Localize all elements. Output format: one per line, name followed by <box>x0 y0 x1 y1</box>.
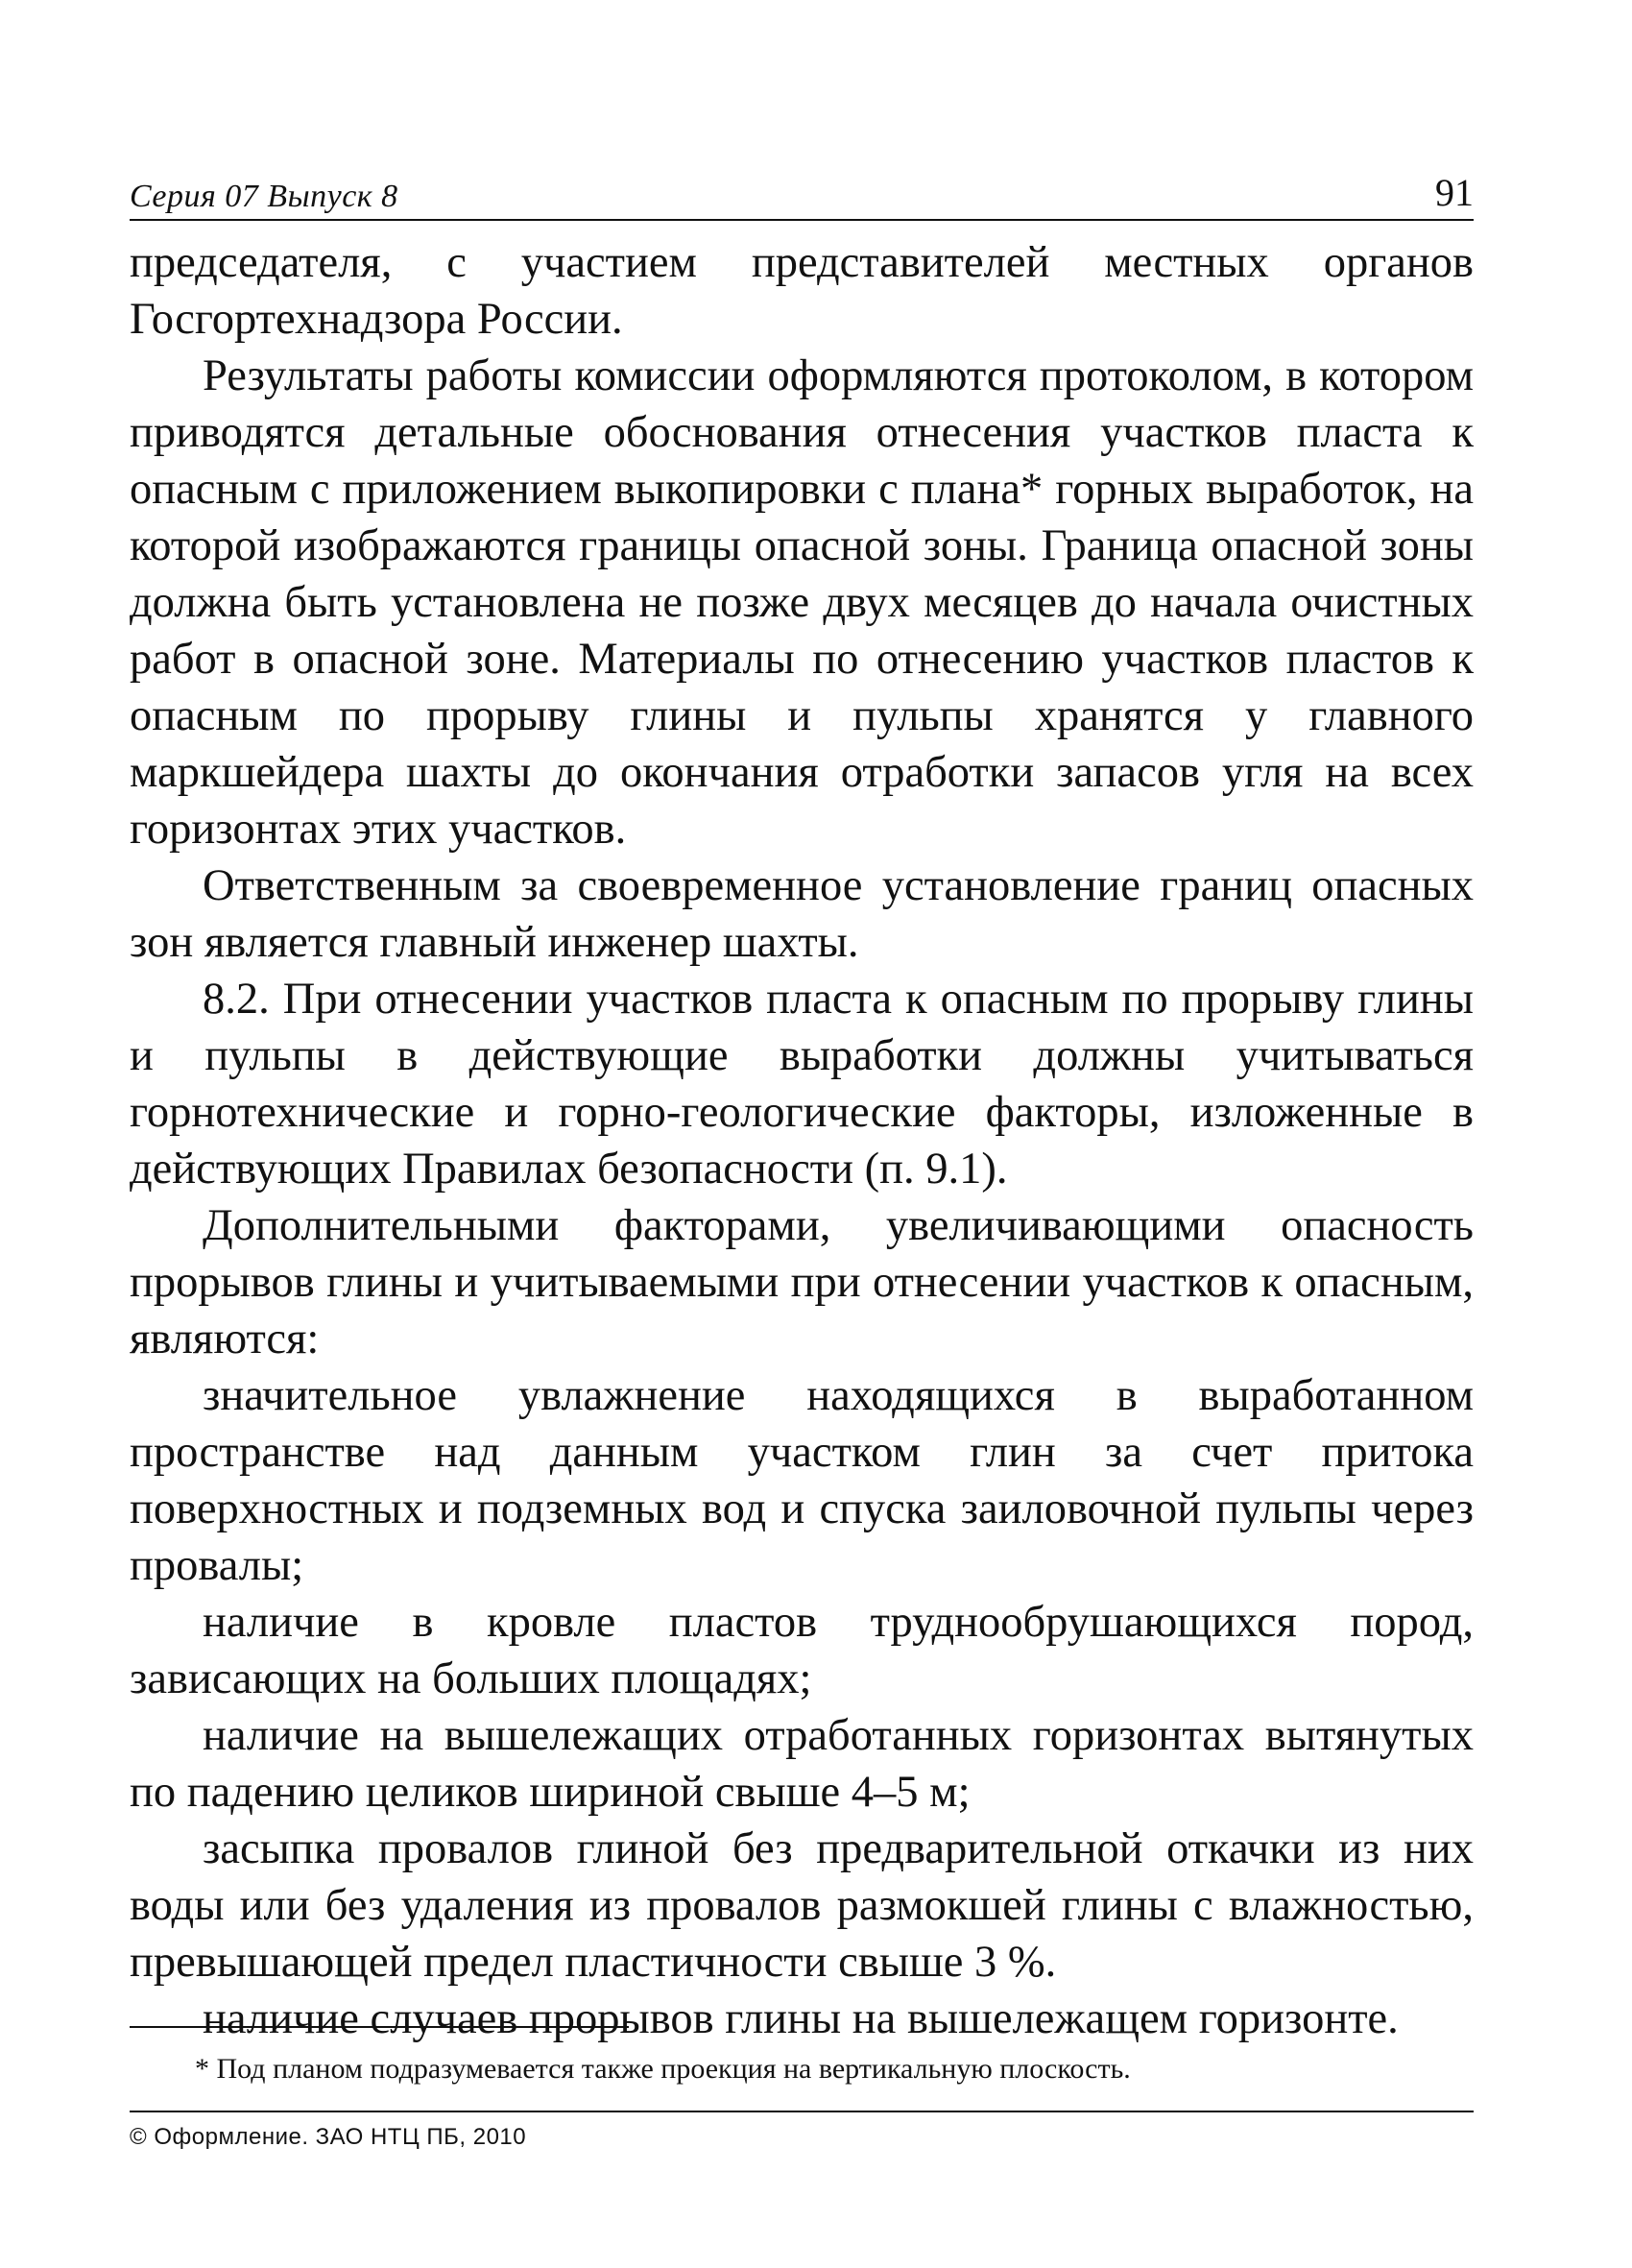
paragraph-continuation: председателя, с участием представителей местных органов Госгортехнадзора России. <box>130 238 1474 344</box>
list-item: значительное увлажнение находящихся в выработанном пространстве над данным участком глин за счет притока поверхностных и подземных вод и спуска заиловочной пульпы через провалы; <box>130 1371 1474 1590</box>
paragraph: Дополнительными факторами, увеличивающими опасность прорывов глины и учитываемыми при отнесении участков к опасным, являются: <box>130 1201 1474 1363</box>
paragraph: Результаты работы комиссии оформляются протоколом, в котором приводятся детальные обоснования отнесения участков пласта к опасным с приложением выкопировки с плана* горных выработок, на которой изображаются границы опасной зоны. Граница опасной зоны должна быть установлена не позже двух месяцев до начала очистных работ в опасной зоне. Материалы по отнесению участков пластов к опасным по прорыву глины и пульпы хранятся у главного маркшейдера шахты до окончания отработки запасов угля на всех горизонтах этих участков. <box>130 351 1474 854</box>
list-item: наличие в кровле пластов труднообрушающихся пород, зависающих на больших площадях; <box>130 1598 1474 1703</box>
bottom-divider <box>130 2111 1474 2112</box>
copyright-notice: © Оформление. ЗАО НТЦ ПБ, 2010 <box>130 2124 527 2150</box>
paragraph: Ответственным за своевременное установление границ опасных зон является главный инженер шахты. <box>130 861 1474 967</box>
list-item: засыпка провалов глиной без предварительной откачки из них воды или без удаления из провалов размокшей глины с влажностью, превышающей предел пластичности свыше 3 %. <box>130 1824 1474 1987</box>
running-header <box>130 163 1474 221</box>
series-issue-label: Серия 07 Выпуск 8 <box>130 179 398 214</box>
body-text <box>130 234 1474 2047</box>
list-item: наличие на вышележащих отработанных горизонтах вытянутых по падению целиков шириной свыше 4–5 м; <box>130 1711 1474 1817</box>
page-number: 91 <box>1435 171 1474 214</box>
footnote-divider <box>130 2026 629 2028</box>
list-item: наличие случаев прорывов глины на вышележащем горизонте. <box>203 1994 1399 2043</box>
paragraph-section-8-2: 8.2. При отнесении участков пласта к опасным по прорыву глины и пульпы в действующие выработки должны учитываться горнотехнические и горно-геологические факторы, изложенные в действующих Правилах безопасности (п. 9.1). <box>130 975 1474 1194</box>
document-page <box>130 163 1474 2047</box>
footnote: * Под планом подразумевается также проекция на вертикальную плоскость. <box>195 2053 1131 2085</box>
